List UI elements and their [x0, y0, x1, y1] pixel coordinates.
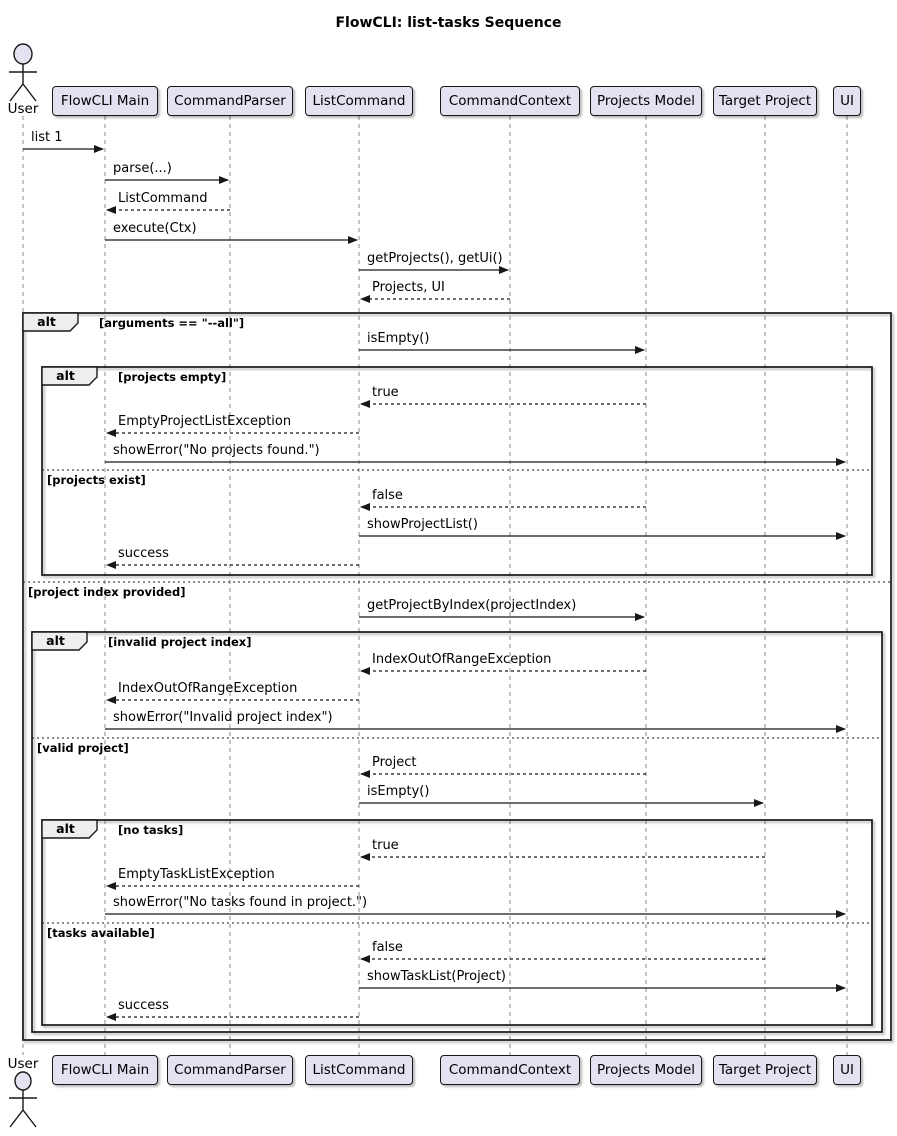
message-label: list 1: [31, 130, 63, 145]
message-label: false: [372, 940, 403, 955]
frame-operator-label: alt: [37, 314, 56, 329]
message-label: isEmpty(): [367, 331, 430, 346]
participant-box-bottom-0: FlowCLI Main: [52, 1055, 158, 1085]
frame-divider-label: [valid project]: [37, 741, 129, 755]
message-label: isEmpty(): [367, 784, 430, 799]
message-label: success: [118, 998, 169, 1013]
message-label: EmptyTaskListException: [118, 867, 275, 882]
message-label: true: [372, 838, 399, 853]
frame-operator-label: alt: [46, 633, 65, 648]
message-label: showError("Invalid project index"): [113, 710, 333, 725]
message-label: getProjects(), getUi(): [367, 251, 503, 266]
message-label: Projects, UI: [372, 280, 445, 295]
frame-guard: [projects empty]: [118, 370, 227, 384]
participant-box-top-3: CommandContext: [440, 86, 580, 116]
participant-box-bottom-4: Projects Model: [590, 1055, 702, 1085]
participant-box-top-4: Projects Model: [590, 86, 702, 116]
frame-operator-label: alt: [56, 368, 75, 383]
actor-label: User: [7, 101, 39, 117]
diagram-title: FlowCLI: list-tasks Sequence: [335, 15, 562, 31]
frame-divider-label: [tasks available]: [47, 926, 155, 940]
message-label: getProjectByIndex(projectIndex): [367, 598, 577, 613]
frame-guard: [no tasks]: [118, 823, 184, 837]
message-label: EmptyProjectListException: [118, 414, 292, 429]
message-label: parse(...): [113, 161, 172, 176]
message-label: ListCommand: [118, 191, 208, 206]
message-label: showTaskList(Project): [367, 969, 507, 984]
message-label: false: [372, 488, 403, 503]
participant-box-top-6: UI: [833, 86, 861, 116]
message-label: IndexOutOfRangeException: [118, 681, 298, 696]
participant-box-top-0: FlowCLI Main: [52, 86, 158, 116]
frame-guard: [invalid project index]: [108, 635, 252, 649]
message-label: IndexOutOfRangeException: [372, 652, 552, 667]
participant-box-bottom-1: CommandParser: [167, 1055, 293, 1085]
message-label: showError("No projects found."): [113, 443, 320, 458]
participant-box-bottom-6: UI: [833, 1055, 861, 1085]
frame-guard: [arguments == "--all"]: [99, 316, 245, 330]
message-label: showError("No tasks found in project."): [113, 895, 368, 910]
message-label: Project: [372, 755, 417, 770]
participant-box-top-5: Target Project: [713, 86, 817, 116]
message-label: true: [372, 385, 399, 400]
participant-box-bottom-5: Target Project: [713, 1055, 817, 1085]
message-label: showProjectList(): [367, 517, 478, 532]
participant-box-top-1: CommandParser: [167, 86, 293, 116]
message-arrows: [23, 145, 846, 1021]
message-label: success: [118, 546, 169, 561]
participant-box-top-2: ListCommand: [305, 86, 413, 116]
frame-divider-label: [project index provided]: [28, 585, 186, 599]
participant-box-bottom-3: CommandContext: [440, 1055, 580, 1085]
participant-box-bottom-2: ListCommand: [305, 1055, 413, 1085]
actor-label: User: [7, 1056, 39, 1072]
frame-operator-label: alt: [56, 821, 75, 836]
message-label: execute(Ctx): [113, 221, 197, 236]
frame-divider-label: [projects exist]: [47, 473, 146, 487]
